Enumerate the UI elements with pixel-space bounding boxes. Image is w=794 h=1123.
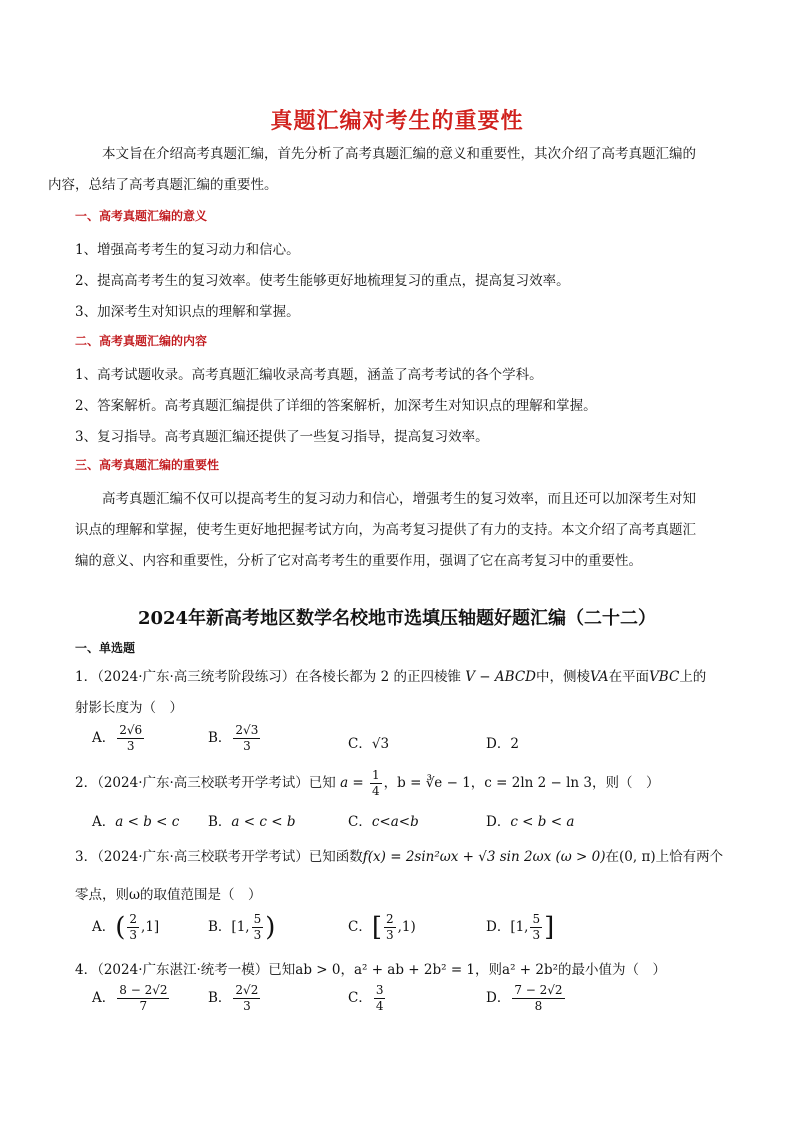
- option-label: C．: [348, 990, 372, 1006]
- denominator: 3: [243, 999, 251, 1013]
- section-heading-2: 二、高考真题汇编的内容: [75, 334, 208, 348]
- section-2-item-2: 2、答案解析。高考真题汇编提供了详细的答案解析，加深考生对知识点的理解和掌握。: [75, 398, 597, 414]
- q1-text-c: 在平面: [608, 669, 650, 685]
- numerator: 2√3: [235, 723, 259, 737]
- denominator: 4: [372, 784, 380, 798]
- q4-option-a: [92, 983, 171, 1014]
- q1-text-a: 1．（2024·广东·高三统考阶段练习）在各棱长都为 2 的正四棱锥: [75, 669, 461, 685]
- numerator: 5: [532, 912, 541, 926]
- section-3-line-1: 高考真题汇编不仅可以提高考生的复习动力和信心，增强考生的复习效率，而且还可以加深考生对知: [102, 491, 696, 507]
- question-1-line-1: [75, 665, 706, 685]
- option-value: c<a<b: [371, 814, 419, 830]
- q1-option-d: [486, 732, 519, 752]
- q2-option-d: [486, 810, 574, 830]
- fraction: [117, 983, 169, 1014]
- option-label: D．: [486, 919, 511, 935]
- q3-text-a: 3．（2024·广东·高三校联考开学考试）已知函数: [75, 849, 363, 865]
- section-2-item-1: 1、高考试题收录。高考真题汇编收录高考真题，涵盖了高考考试的各个学科。: [75, 367, 543, 383]
- option-label: A．: [92, 730, 116, 746]
- bracket-rest: ,1]: [141, 919, 160, 935]
- option-label: A．: [92, 919, 116, 935]
- q1-edge: VA: [589, 669, 609, 685]
- question-2-line: [75, 768, 660, 799]
- q1-pyramid: V − ABCD: [465, 669, 536, 685]
- option-value: a < c < b: [231, 814, 296, 830]
- option-value: a < b < c: [115, 814, 180, 830]
- numerator: 2√2: [235, 983, 259, 997]
- fraction: [127, 912, 139, 943]
- option-label: C．: [348, 736, 372, 752]
- denominator: 3: [532, 928, 541, 942]
- q4-option-c: [348, 983, 387, 1014]
- denominator: 7: [139, 999, 148, 1013]
- section-1-item-1: 1、增强高考考生的复习动力和信心。: [75, 242, 300, 258]
- option-value: 2: [510, 736, 519, 752]
- bracket-close: ]: [544, 912, 555, 943]
- q2-text-b: ，b = ∛e − 1，c = 2ln 2 − ln 3，则（ ）: [383, 775, 660, 791]
- intro-paragraph: [48, 139, 725, 201]
- bracket: (: [115, 912, 126, 943]
- numerator: 5: [253, 912, 262, 926]
- intro-line-2: 内容，总结了高考真题汇编的重要性。: [48, 177, 278, 193]
- bracket: [1,: [510, 919, 529, 935]
- option-label: C．: [348, 814, 372, 830]
- option-label: B．: [208, 814, 232, 830]
- q4-option-b: [208, 983, 262, 1014]
- q3-option-b: [208, 912, 275, 943]
- q3-option-c: [348, 912, 416, 943]
- page-title: 真题汇编对考生的重要性: [270, 109, 524, 134]
- option-label: B．: [208, 990, 232, 1006]
- q1-option-c: [348, 732, 389, 752]
- option-label: C．: [348, 919, 372, 935]
- numerator: 2: [129, 912, 138, 926]
- fraction: [233, 723, 260, 754]
- q2-option-b: [208, 810, 295, 830]
- q1-text-b: 中，侧棱: [535, 669, 590, 685]
- option-label: D．: [486, 814, 511, 830]
- q3-option-d: [486, 912, 554, 943]
- exam-title: 2024年新高考地区数学名校地市选填压轴题好题汇编（二十二）: [137, 608, 657, 629]
- option-label: A．: [92, 990, 116, 1006]
- q3-interval: (0, π): [619, 849, 656, 865]
- fraction: [233, 983, 260, 1014]
- numerator: 8 − 2√2: [119, 983, 168, 997]
- option-value: c < b < a: [510, 814, 575, 830]
- section-2-item-3: 3、复习指导。高考真题汇编还提供了一些复习指导，提高复习效率。: [75, 429, 489, 445]
- numerator: 2: [386, 912, 394, 926]
- q2-a-eq: a =: [340, 775, 364, 791]
- option-label: A．: [92, 814, 116, 830]
- bracket: [1,: [231, 919, 250, 935]
- question-3-line-2: 零点，则ω的取值范围是（ ）: [75, 887, 262, 903]
- question-4-line: 4．（2024·广东湛江·统考一模）已知ab > 0，a² + ab + 2b² = 1，则a² + 2b²的最小值为（ ）: [75, 962, 667, 978]
- fraction: [530, 912, 542, 943]
- denominator: 3: [126, 739, 135, 753]
- bracket-close: ): [265, 912, 276, 943]
- fraction: [512, 983, 564, 1014]
- section-3-line-3: 编的意义、内容和重要性，分析了它对高考考生的重要作用，强调了它在高考复习中的重要性。: [75, 553, 642, 569]
- q1-text-d: 上的: [679, 669, 707, 685]
- q3-function: f(x) = 2sin²ωx + √3 sin 2ωx (ω > 0): [362, 849, 606, 865]
- fraction: [117, 723, 144, 754]
- option-label: B．: [208, 730, 232, 746]
- option-label: D．: [486, 736, 511, 752]
- section-1-item-3: 3、加深考生对知识点的理解和掌握。: [75, 304, 300, 320]
- denominator: 8: [534, 999, 543, 1013]
- q2-option-c: [348, 810, 419, 830]
- denominator: 3: [386, 928, 394, 942]
- section-heading-3: 三、高考真题汇编的重要性: [75, 458, 220, 472]
- q2-text-a: 2．（2024·广东·高三校联考开学考试）已知: [75, 775, 336, 791]
- numerator: 7 − 2√2: [514, 983, 563, 997]
- q4-option-d: [486, 983, 567, 1014]
- q3-text-b: 在: [605, 849, 620, 865]
- q3-option-a: [92, 912, 159, 943]
- section-1-item-2: 2、提高高考考生的复习效率。使考生能够更好地梳理复习的重点，提高复习效率。: [75, 273, 570, 289]
- fraction: [374, 983, 386, 1014]
- fraction: [252, 912, 264, 943]
- exam-section-heading: 一、单选题: [75, 641, 136, 655]
- numerator: 1: [372, 768, 380, 782]
- fraction: [370, 768, 382, 799]
- fraction: [384, 912, 396, 943]
- q1-plane: VBC: [649, 669, 680, 685]
- section-heading-1: 一、高考真题汇编的意义: [75, 209, 208, 223]
- denominator: 3: [253, 928, 262, 942]
- question-1-line-2: 射影长度为（ ）: [75, 700, 183, 716]
- intro-line-1: 本文旨在介绍高考真题汇编，首先分析了高考真题汇编的意义和重要性，其次介绍了高考真题汇编的: [102, 146, 696, 162]
- q3-text-c: 上恰有两个: [655, 849, 724, 865]
- section-3-line-2: 识点的理解和掌握，使考生更好地把握考试方向，为高考复习提供了有力的支持。本文介绍了高考真题汇: [75, 522, 696, 538]
- q1-option-a: [92, 723, 146, 754]
- option-value: √3: [371, 736, 390, 752]
- numerator: 3: [375, 983, 384, 997]
- option-label: D．: [486, 990, 511, 1006]
- option-label: B．: [208, 919, 232, 935]
- q2-option-a: [92, 810, 179, 830]
- denominator: 4: [375, 999, 384, 1013]
- denominator: 3: [129, 928, 138, 942]
- denominator: 3: [243, 739, 251, 753]
- bracket-rest: ,1): [397, 919, 416, 935]
- bracket: [: [371, 912, 382, 943]
- numerator: 2√6: [119, 723, 143, 737]
- question-3-line-1: [75, 845, 723, 865]
- q1-option-b: [208, 723, 262, 754]
